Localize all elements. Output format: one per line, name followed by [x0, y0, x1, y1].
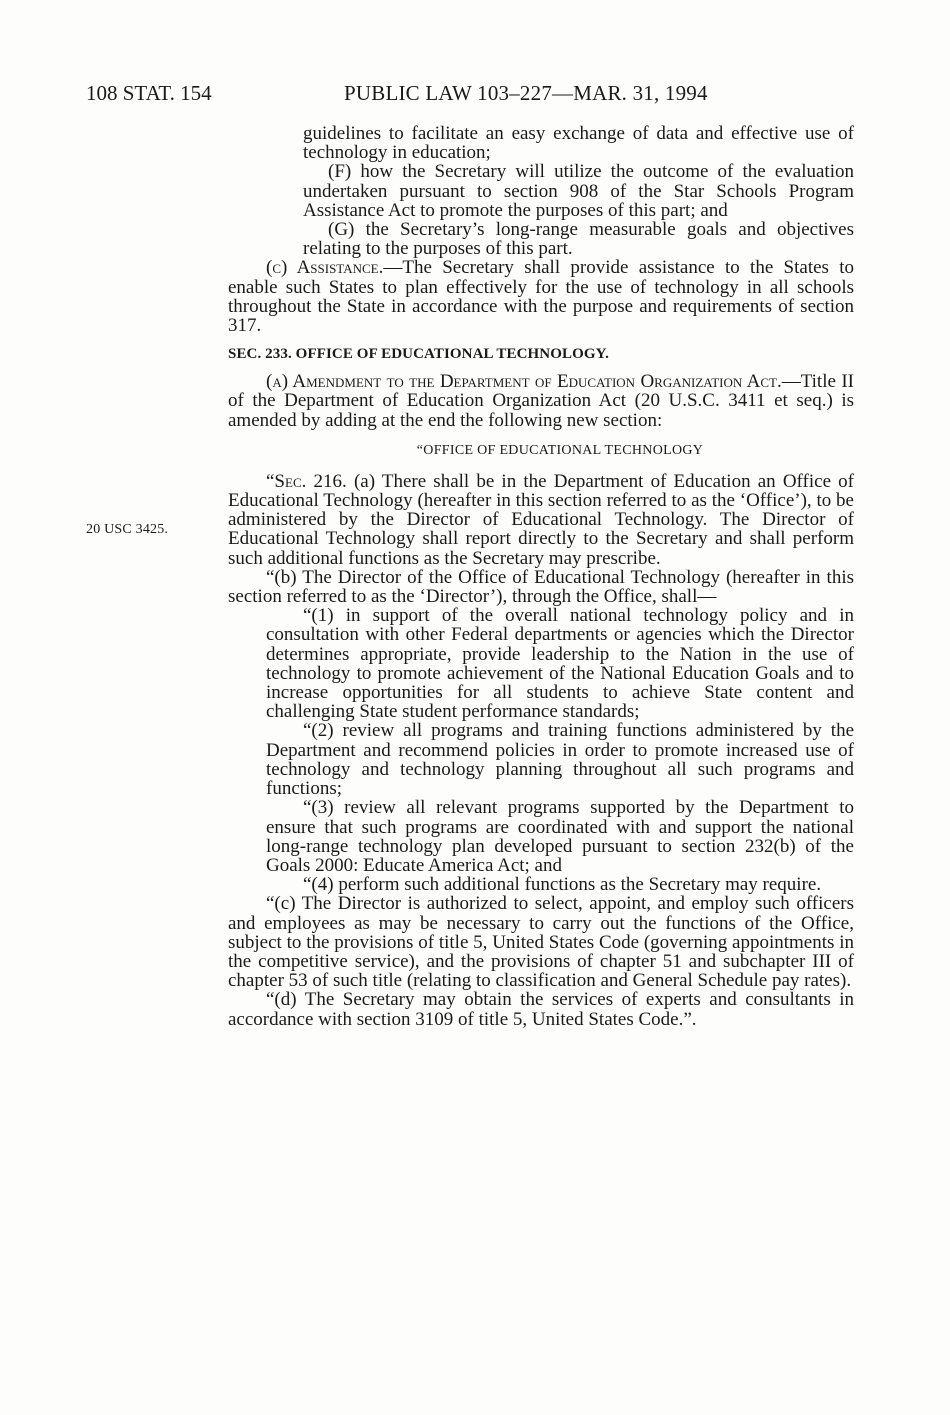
- paragraph-guidelines: guidelines to facilitate an easy exchange of data and effective use of technology in education;: [303, 123, 854, 164]
- office-section-title: “OFFICE OF EDUCATIONAL TECHNOLOGY: [416, 442, 704, 458]
- running-head: [86, 78, 746, 108]
- sec-216-lead: “Sec. 216.: [266, 470, 347, 492]
- assistance-lead: (c) Assistance.: [266, 257, 384, 279]
- paragraph-c-assistance: [228, 258, 854, 335]
- law-title: PUBLIC LAW 103–227—MAR. 31, 1994: [344, 81, 708, 105]
- paragraph-a-amendment: [228, 372, 854, 430]
- paragraph-g: (G) the Secretary’s long-range measurable goals and objectives relating to the purposes of this part.: [303, 219, 854, 260]
- paragraph-4: “(4) perform such additional functions as the Secretary may require.: [303, 874, 822, 896]
- paragraph-b-director: “(b) The Director of the Office of Educational Technology (hereafter in this section referred to as the ‘Director’), through the Office, shall—: [228, 566, 854, 608]
- amendment-lead: (a) Amendment to the Department of Education Organization Act.: [266, 371, 782, 393]
- usc-margin-note: 20 USC 3425.: [86, 522, 169, 537]
- sec-216-text: (a) There shall be in the Department of Education an Office of Educational Technology (hereafter in this section referred to as the ‘Office’), to be administered by the Director of Educational Technology. The Director of Educational Technology shall report directly to the Secretary and shall perform such additional functions as the Secretary may prescribe.: [228, 470, 854, 569]
- paragraph-sec-216: [228, 472, 854, 568]
- paragraph-1: “(1) in support of the overall national technology policy and in consultation with other Federal departments or agencies which the Director determines appropriate, provide leadership to the Nation in the use of technology to promote achievement of the National Education Goals and to increase opportunities for all students to achieve State content and challenging State student performance standards;: [266, 605, 854, 723]
- amendment-text: —Title II of the Department of Education Organization Act (20 U.S.C. 3411 et seq.) is amended by adding at the end the following new section:: [228, 371, 854, 431]
- document-body: [228, 124, 854, 1029]
- paragraph-2: “(2) review all programs and training functions administered by the Department and recommend policies in order to promote increased use of technology and technology planning throughout all such programs and functions;: [266, 720, 854, 800]
- assistance-text: —The Secretary shall provide assistance to the States to enable such States to plan effectively for the use of technology in all schools throughout the State in accordance with the purpose and requirements of section 317.: [228, 257, 855, 337]
- paragraph-f: (F) how the Secretary will utilize the outcome of the evaluation undertaken pursuant to section 908 of the Star Schools Program Assistance Act to promote the purposes of this part; and: [303, 161, 854, 221]
- section-heading: SEC. 233. OFFICE OF EDUCATIONAL TECHNOLOGY.: [228, 346, 610, 363]
- paragraph-d-secretary: “(d) The Secretary may obtain the services of experts and consultants in accordance with section 3109 of title 5, United States Code.”.: [228, 989, 854, 1030]
- paragraph-c-director: “(c) The Director is authorized to select, appoint, and employ such officers and employees as may be necessary to carry out the functions of the Office, subject to the provisions of title 5, United States Code (governing appointments in the competitive service), and the provisions of chapter 51 and subchapter III of chapter 53 of such title (relating to classification and General Schedule pay rates).: [228, 893, 854, 992]
- page-folio: 108 STAT. 154: [86, 81, 212, 105]
- paragraph-3: “(3) review all relevant programs supported by the Department to ensure that such programs are coordinated with and support the national long-range technology plan developed pursuant to section 232(b) of the Goals 2000: Educate America Act; and: [266, 797, 854, 876]
